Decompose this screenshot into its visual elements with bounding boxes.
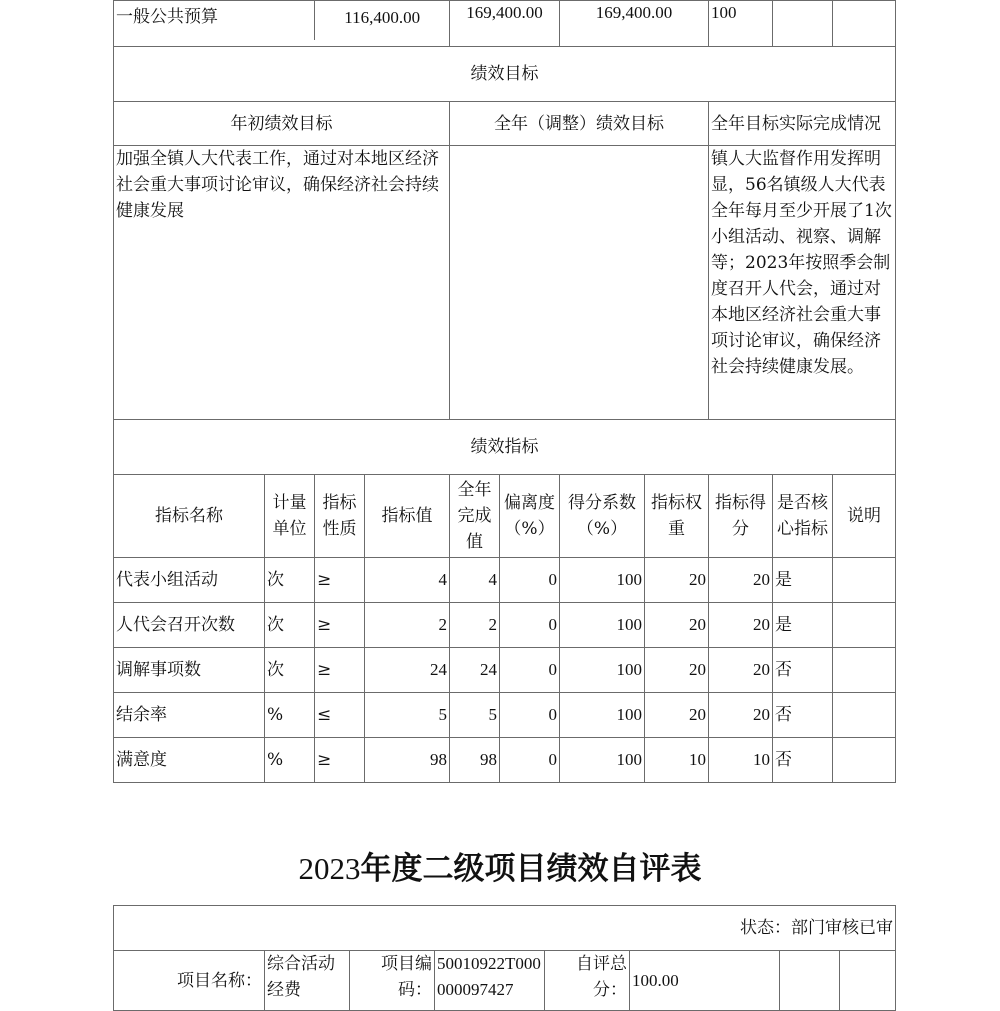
adjusted-goal-header: 全年（调整）绩效目标: [450, 102, 709, 146]
indicator-score-cell: 20: [709, 648, 773, 693]
initial-goal-header: 年初绩效目标: [114, 102, 450, 146]
header-value: 指标值: [365, 475, 450, 558]
project-info-table: [113, 905, 896, 1011]
actual-completion-text: 镇人大监督作用发挥明显，56名镇级人大代表全年每月至少开展了1次小组活动、视察、调解等；2023年按照季会制度召开人代会，通过对本地区经济社会重大事项讨论审议，确保经济社会持续健康发展。: [709, 146, 896, 420]
form-title: [0, 845, 1000, 893]
indicator-core-cell: 否: [773, 648, 833, 693]
indicator-value-cell: 4: [365, 558, 450, 603]
indicator-core-cell: 是: [773, 558, 833, 603]
indicator-value-cell: 24: [365, 648, 450, 693]
indicator-deviation-cell: 0: [500, 648, 560, 693]
indicator-weight-cell: 20: [645, 558, 709, 603]
budget-value-1: 116,400.00: [344, 8, 421, 27]
self-score-label: 自评总分：: [545, 951, 630, 1011]
indicator-nature-cell: ≥: [315, 648, 365, 693]
header-indicator-name: 指标名称: [114, 475, 265, 558]
indicator-score-cell: 20: [709, 558, 773, 603]
indicator-row: [114, 738, 896, 783]
header-deviation: 偏离度（%）: [500, 475, 560, 558]
indicator-nature-cell: ≥: [315, 738, 365, 783]
indicator-coef-cell: 100: [560, 738, 645, 783]
indicator-note-cell: [833, 693, 896, 738]
indicator-score-cell: 10: [709, 738, 773, 783]
header-nature: 指标性质: [315, 475, 365, 558]
indicator-annual-cell: 98: [450, 738, 500, 783]
project-name-value: 综合活动经费: [265, 951, 350, 1011]
indicators-section-title: 绩效指标: [114, 420, 896, 475]
indicator-nature-cell: ≥: [315, 603, 365, 648]
indicator-weight-cell: 20: [645, 648, 709, 693]
header-unit: 计量单位: [265, 475, 315, 558]
project-code-value: 50010922T000000097427: [435, 951, 545, 1011]
indicator-nature-cell: ≥: [315, 558, 365, 603]
budget-value-2: 169,400.00: [450, 1, 560, 47]
indicator-coef-cell: 100: [560, 558, 645, 603]
review-status: 状态：部门审核已审: [114, 906, 896, 951]
header-annual-value: 全年完成值: [450, 475, 500, 558]
indicator-unit-cell: 次: [265, 558, 315, 603]
project-name-label: 项目名称：: [114, 951, 265, 1011]
header-score-coefficient: 得分系数（%）: [560, 475, 645, 558]
indicator-unit-cell: 次: [265, 648, 315, 693]
indicator-unit-cell: 次: [265, 603, 315, 648]
indicator-name-cell: 结余率: [114, 693, 265, 738]
actual-completion-header: 全年目标实际完成情况: [709, 102, 896, 146]
indicator-value-cell: 2: [365, 603, 450, 648]
header-note: 说明: [833, 475, 896, 558]
budget-value-4: 100: [709, 1, 773, 47]
budget-value-3: 169,400.00: [560, 1, 709, 47]
indicator-score-cell: 20: [709, 693, 773, 738]
indicator-name-cell: 调解事项数: [114, 648, 265, 693]
indicator-row: [114, 603, 896, 648]
indicator-deviation-cell: 0: [500, 693, 560, 738]
form-title-text: 年度二级项目绩效自评表: [360, 851, 702, 887]
header-score: 指标得分: [709, 475, 773, 558]
indicator-name-cell: 人代会召开次数: [114, 603, 265, 648]
indicator-header-row: [114, 475, 896, 558]
indicator-core-cell: 是: [773, 603, 833, 648]
indicator-annual-cell: 4: [450, 558, 500, 603]
performance-table: [113, 0, 896, 783]
indicator-note-cell: [833, 603, 896, 648]
indicator-coef-cell: 100: [560, 603, 645, 648]
indicator-weight-cell: 10: [645, 738, 709, 783]
budget-type-label: 一般公共预算: [114, 1, 315, 41]
project-code-label: 项目编码：: [350, 951, 435, 1011]
indicator-note-cell: [833, 648, 896, 693]
initial-goal-text: 加强全镇人大代表工作，通过对本地区经济社会重大事项讨论审议，确保经济社会持续健康发展: [114, 146, 450, 420]
indicator-row: [114, 558, 896, 603]
indicator-core-cell: 否: [773, 693, 833, 738]
indicator-value-cell: 98: [365, 738, 450, 783]
indicator-note-cell: [833, 738, 896, 783]
indicator-row: [114, 693, 896, 738]
indicator-note-cell: [833, 558, 896, 603]
form-title-year: 2023: [298, 851, 361, 886]
goals-section-title: 绩效目标: [114, 47, 896, 102]
indicator-weight-cell: 20: [645, 603, 709, 648]
self-score-value: 100.00: [630, 951, 780, 1011]
indicator-score-cell: 20: [709, 603, 773, 648]
indicator-core-cell: 否: [773, 738, 833, 783]
indicator-coef-cell: 100: [560, 693, 645, 738]
indicator-deviation-cell: 0: [500, 558, 560, 603]
indicator-deviation-cell: 0: [500, 603, 560, 648]
indicator-value-cell: 5: [365, 693, 450, 738]
indicator-weight-cell: 20: [645, 693, 709, 738]
indicator-deviation-cell: 0: [500, 738, 560, 783]
indicator-name-cell: 代表小组活动: [114, 558, 265, 603]
header-core: 是否核心指标: [773, 475, 833, 558]
budget-row: [114, 1, 896, 47]
header-weight: 指标权重: [645, 475, 709, 558]
indicator-annual-cell: 24: [450, 648, 500, 693]
indicator-annual-cell: 5: [450, 693, 500, 738]
indicator-row: [114, 648, 896, 693]
indicator-unit-cell: %: [265, 738, 315, 783]
indicator-unit-cell: %: [265, 693, 315, 738]
indicator-nature-cell: ≤: [315, 693, 365, 738]
adjusted-goal-text: [450, 146, 709, 420]
indicator-coef-cell: 100: [560, 648, 645, 693]
indicator-annual-cell: 2: [450, 603, 500, 648]
indicator-name-cell: 满意度: [114, 738, 265, 783]
